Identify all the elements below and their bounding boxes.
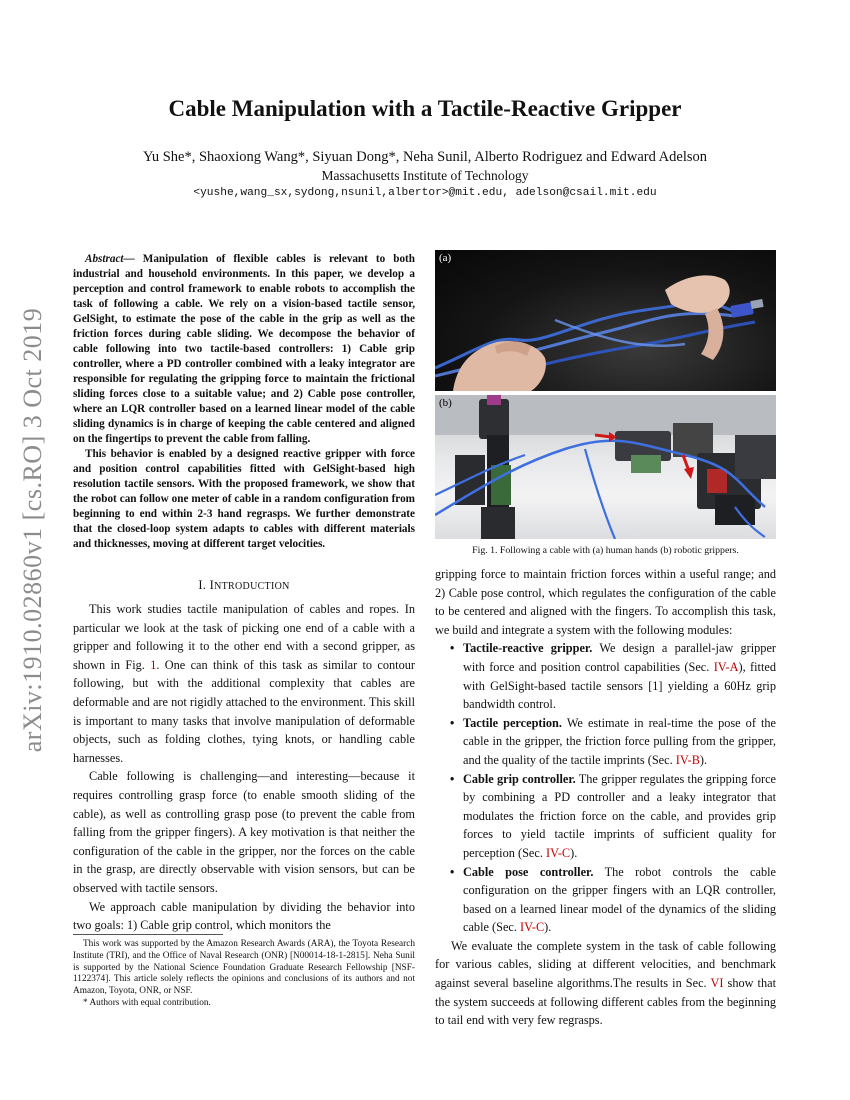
bullet-icon: • (450, 771, 455, 786)
module-item (435, 714, 776, 770)
abstract (73, 252, 415, 552)
module-text: We estimate in real-time the pose of the cable in the gripper, the friction force pulling from the gripper, and the quality of the tactile imprints (Sec. (463, 715, 776, 767)
bullet-icon: • (450, 641, 455, 656)
module-item (435, 639, 776, 713)
section-title (210, 578, 290, 592)
evaluation-text-end: show that the system succeeds at following different cables from the beginning to tail end with very few regrasps. (435, 976, 776, 1028)
paper-title: Cable Manipulation with a Tactile-Reactive Gripper (168, 96, 682, 121)
section-title-rest: NTRODUCTION (214, 581, 290, 592)
human-hands-illustration (435, 250, 776, 391)
footnotes (73, 934, 415, 1010)
photo-human-hands (435, 250, 776, 391)
affiliation: Massachusetts Institute of Technology (321, 168, 529, 183)
module-title: Tactile perception. (463, 715, 562, 730)
module-text: The gripper regulates the gripping force by combining a PD controller and a leaky integrator that modulates the friction force on the cable, and provides grip forces to yield tactile imprints of sufficient quality for perception (Sec. (463, 771, 776, 860)
module-text: We design a parallel-jaw gripper with force and position control capabilities (Sec. (463, 641, 776, 674)
intro-paragraph-3: We approach cable manipulation by dividing the behavior into two goals: 1) Cable grip control, which monitors the (73, 899, 415, 933)
footnote-funding: This work was supported by the Amazon Research Awards (ARA), the Toyota Research Institute (TRI), and the Office of Naval Research (ONR) [N00014-18-1-2815]. Neha Sunil is supported by the National Science Foundation Graduate Research Fellowship [NSF-1122374]. This article solely reflects the opinions and conclusions of its authors and not Amazon, Toyota, ONR, or NSF. (73, 939, 415, 997)
abstract-paragraph-1 (73, 252, 415, 447)
author-list: Yu She*, Shaoxiong Wang*, Siyuan Dong*, Neha Sunil, Alberto Rodriguez and Edward Adelson (142, 149, 707, 165)
figure-caption: Fig. 1. Following a cable with (a) human hands (b) robotic grippers. (472, 545, 739, 556)
figure-1-reference-link[interactable]: 1 (150, 657, 157, 672)
right-paragraph-continuation: gripping force to maintain friction forces within a useful range; and 2) Cable pose control, which regulates the configuration of the cable to be centered and aligned with the fingers. To accomplish this task, we build and integrate a system with the following modules: (435, 567, 776, 637)
evaluation-text-start: We evaluate the complete system in the task of cable following for various cables, sliding at different velocities, and benchmark against several baseline algorithms.The results in Sec. (435, 938, 776, 991)
figure-1 (435, 250, 776, 556)
bullet-icon: • (450, 715, 455, 730)
abstract-label: Abstract (85, 253, 124, 265)
module-text-end: ), fitted with GelSight-based tactile sensors [1] yielding a 60Hz grip bandwidth control. (463, 659, 776, 712)
section-vi-reference-link[interactable]: VI (710, 976, 724, 991)
intro-p1-start: This work studies tactile manipulation of cables and ropes. In particular we look at the task of picking one end of a cable with a gripper and following it to the other end with a second gripper, as shown in Fig. (73, 602, 415, 672)
module-title: Cable grip controller. (463, 771, 576, 786)
module-text-end: ). (570, 845, 578, 860)
section-reference-link[interactable]: IV-C (520, 920, 545, 935)
module-text-end: ). (699, 752, 708, 767)
section-number: I. (198, 578, 207, 592)
section-title-initial: I (209, 578, 215, 592)
arxiv-stamp-text: arXiv:1910.02860v1 [cs.RO] 3 Oct 2019 (18, 307, 47, 753)
section-reference-link[interactable]: IV-A (713, 659, 739, 674)
abstract-dash: — (123, 253, 143, 265)
introduction-body (73, 600, 415, 935)
photo-robotic-grippers (435, 395, 776, 539)
robotic-grippers-illustration (435, 395, 776, 539)
arxiv-identifier-stamp (0, 240, 66, 820)
abstract-text-1: Manipulation of flexible cables is relevant to both industrial and household environments. In this paper, we develop a perception and control framework to enable robots to accomplish the task of following a cable. We rely on a vision-based tactile sensor, GelSight, to estimate the pose of the cable in the grip as well as the friction forces during cable sliding. We decompose the behavior of cable following into two tactile-based controllers: 1) Cable grip controller, where a PD controller combined with a leaky integrator are responsible for regulating the gripping force to maintain the frictional sliding forces close to a suitable value; and 2) Cable pose controller, where an LQR controller based on a learned linear model of the cable sliding dynamics is in charge of keeping the cable centered and aligned on the fingertips to prevent the cable from falling. (73, 253, 416, 445)
module-text: The robot controls the cable configuration on the gripper fingers with an LQR controller, based on a learned linear model of the dynamics of the sliding cable (Sec. (463, 864, 776, 935)
module-item (435, 770, 776, 863)
author-emails: <yushe,wang_sx,sydong,nsunil,albertor>@mit.edu, adelson@csail.mit.edu (193, 187, 657, 199)
figure-label-a: (a) (439, 252, 452, 264)
module-title: Cable pose controller. (463, 864, 594, 879)
figure-label-b: (b) (439, 397, 452, 409)
module-item (435, 863, 776, 937)
module-title: Tactile-reactive gripper. (463, 641, 593, 656)
section-reference-link[interactable]: IV-C (545, 845, 571, 860)
module-list (435, 639, 776, 937)
module-text-end: ). (544, 920, 552, 935)
footnote-divider (73, 934, 223, 935)
abstract-paragraph-2: This behavior is enabled by a designed reactive gripper with force and position control capabilities fitted with GelSight-based high resolution tactile sensors. With the proposed framework, we show that the robot can follow one meter of cable in a random configuration from beginning to end within 2-3 hand regrasps. We further demonstrate that the closed-loop system adapts to cables with different materials and thicknesses, moving at different target velocities. (73, 448, 415, 550)
right-paragraph-evaluation (435, 937, 776, 1030)
footnote-equal-contribution: * Authors with equal contribution. (83, 997, 211, 1008)
bullet-icon: • (450, 864, 455, 879)
section-heading-introduction (73, 578, 415, 593)
intro-paragraph-1 (73, 600, 415, 767)
intro-paragraph-2: Cable following is challenging—and interesting—because it requires controlling grasp force (to enable smooth sliding of the cable), as well as controlling grasp pose (to prevent the cable from falling from the gripper fingers). A key motivation is that neither the configuration of the cable in the gripper, nor the forces on the cable in the grasp, are directly observable with vision sensors, but can be observed with tactile sensors. (73, 769, 415, 895)
right-column-body (435, 565, 776, 1030)
intro-p1-end: . One can think of this task as similar to contour following, but with the additional complexity that cables are deformable and are not rigidly attached to the environment. This skill is important to many tasks that involve manipulation of deformable objects, such as folding clothes, tying knots, or handling cable harnesses. (73, 657, 415, 765)
section-reference-link[interactable]: IV-B (675, 752, 700, 767)
